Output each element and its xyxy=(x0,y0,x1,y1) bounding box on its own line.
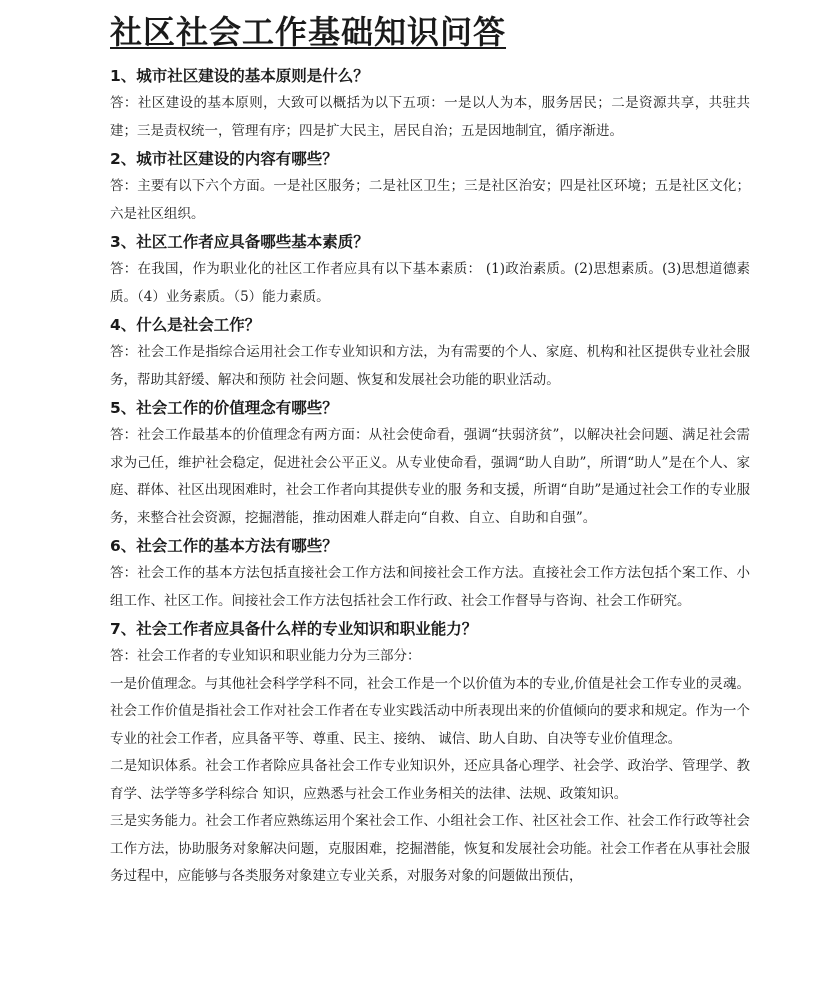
answer-5: 答：社会工作最基本的价值理念有两方面：从社会使命看，强调“扶弱济贫”，以解决社会问题、满足社会需求为己任，维护社会稳定，促进社会公平正义。从专业使命看，强调“助人自助”，所谓“助人”是在个人、家庭、群体、社区出现困难时，社会工作者向其提供专业的服 务和支援，所谓“自助”是通过社会工作的专业服务，来整合社会资源，挖掘潜能，推动困难人群走向“自救、自立、自助和自强”。 xyxy=(110,427,750,526)
qa-item-4 xyxy=(110,311,750,394)
question-4: 4、什么是社会工作？ xyxy=(110,316,261,334)
qa-item-5 xyxy=(110,394,750,532)
answer-2: 答：主要有以下六个方面。一是社区服务；二是社区卫生；三是社区治安；四是社区环境；五是社区文化；六是社区组织。 xyxy=(110,178,750,222)
qa-item-1 xyxy=(110,62,750,145)
qa-list xyxy=(110,62,750,891)
answer-7-knowledge-system: 二是知识体系。社会工作者除应具备社会工作专业知识外，还应具备心理学、社会学、政治学、管理学、教育学、法学等多学科综合 知识，应熟悉与社会工作业务相关的法律、法规、政策知识。 xyxy=(110,758,750,802)
qa-item-3 xyxy=(110,228,750,311)
question-1: 1、城市社区建设的基本原则是什么？ xyxy=(110,67,369,85)
qa-item-7 xyxy=(110,615,750,891)
question-7: 7、社会工作者应具备什么样的专业知识和职业能力？ xyxy=(110,620,478,638)
question-3: 3、社区工作者应具备哪些基本素质？ xyxy=(110,233,369,251)
answer-1: 答：社区建设的基本原则，大致可以概括为以下五项：一是以人为本，服务居民；二是资源共享，共驻共建；三是责权统一，管理有序；四是扩大民主，居民自治；五是因地制宜，循序渐进。 xyxy=(110,95,750,139)
qa-item-6 xyxy=(110,532,750,615)
answer-7-value-concept: 一是价值理念。与其他社会科学学科不同，社会工作是一个以价值为本的专业,价值是社会工作专业的灵魂。社会工作价值是指社会工作对社会工作者在专业实践活动中所表现出来的价值倾向的要求和规定。作为一个专业的社会工作者，应具备平等、尊重、民主、接纳、 诚信、助人自助、自决等专业价值理念。 xyxy=(110,675,750,747)
answer-6: 答：社会工作的基本方法包括直接社会工作方法和间接社会工作方法。直接社会工作方法包括个案工作、小组工作、社区工作。间接社会工作方法包括社会工作行政、社会工作督导与咨询、社会工作研究。 xyxy=(110,565,750,609)
answer-7-intro: 答：社会工作者的专业知识和职业能力分为三部分： xyxy=(110,648,421,664)
question-5: 5、社会工作的价值理念有哪些？ xyxy=(110,399,338,417)
answer-3: 答：在我国，作为职业化的社区工作者应具有以下基本素质： (1)政治素质。(2)思想素质。(3)思想道德素质。（4）业务素质。（5）能力素质。 xyxy=(110,261,750,305)
page-title: 社区社会工作基础知识问答 xyxy=(110,13,507,51)
answer-7-practical-ability: 三是实务能力。社会工作者应熟练运用个案社会工作、小组社会工作、社区社会工作、社会工作行政等社会工作方法，协助服务对象解决问题，克服困难，挖掘潜能，恢复和发展社会功能。社会工作者在从事社会服务过程中，应能够与各类服务对象建立专业关系，对服务对象的问题做出预估， xyxy=(110,813,750,884)
question-2: 2、城市社区建设的内容有哪些？ xyxy=(110,150,338,168)
qa-item-2 xyxy=(110,145,750,228)
answer-4: 答：社会工作是指综合运用社会工作专业知识和方法，为有需要的个人、家庭、机构和社区提供专业社会服务，帮助其舒缓、解决和预防 社会问题、恢复和发展社会功能的职业活动。 xyxy=(110,344,750,388)
question-6: 6、社会工作的基本方法有哪些？ xyxy=(110,537,338,555)
